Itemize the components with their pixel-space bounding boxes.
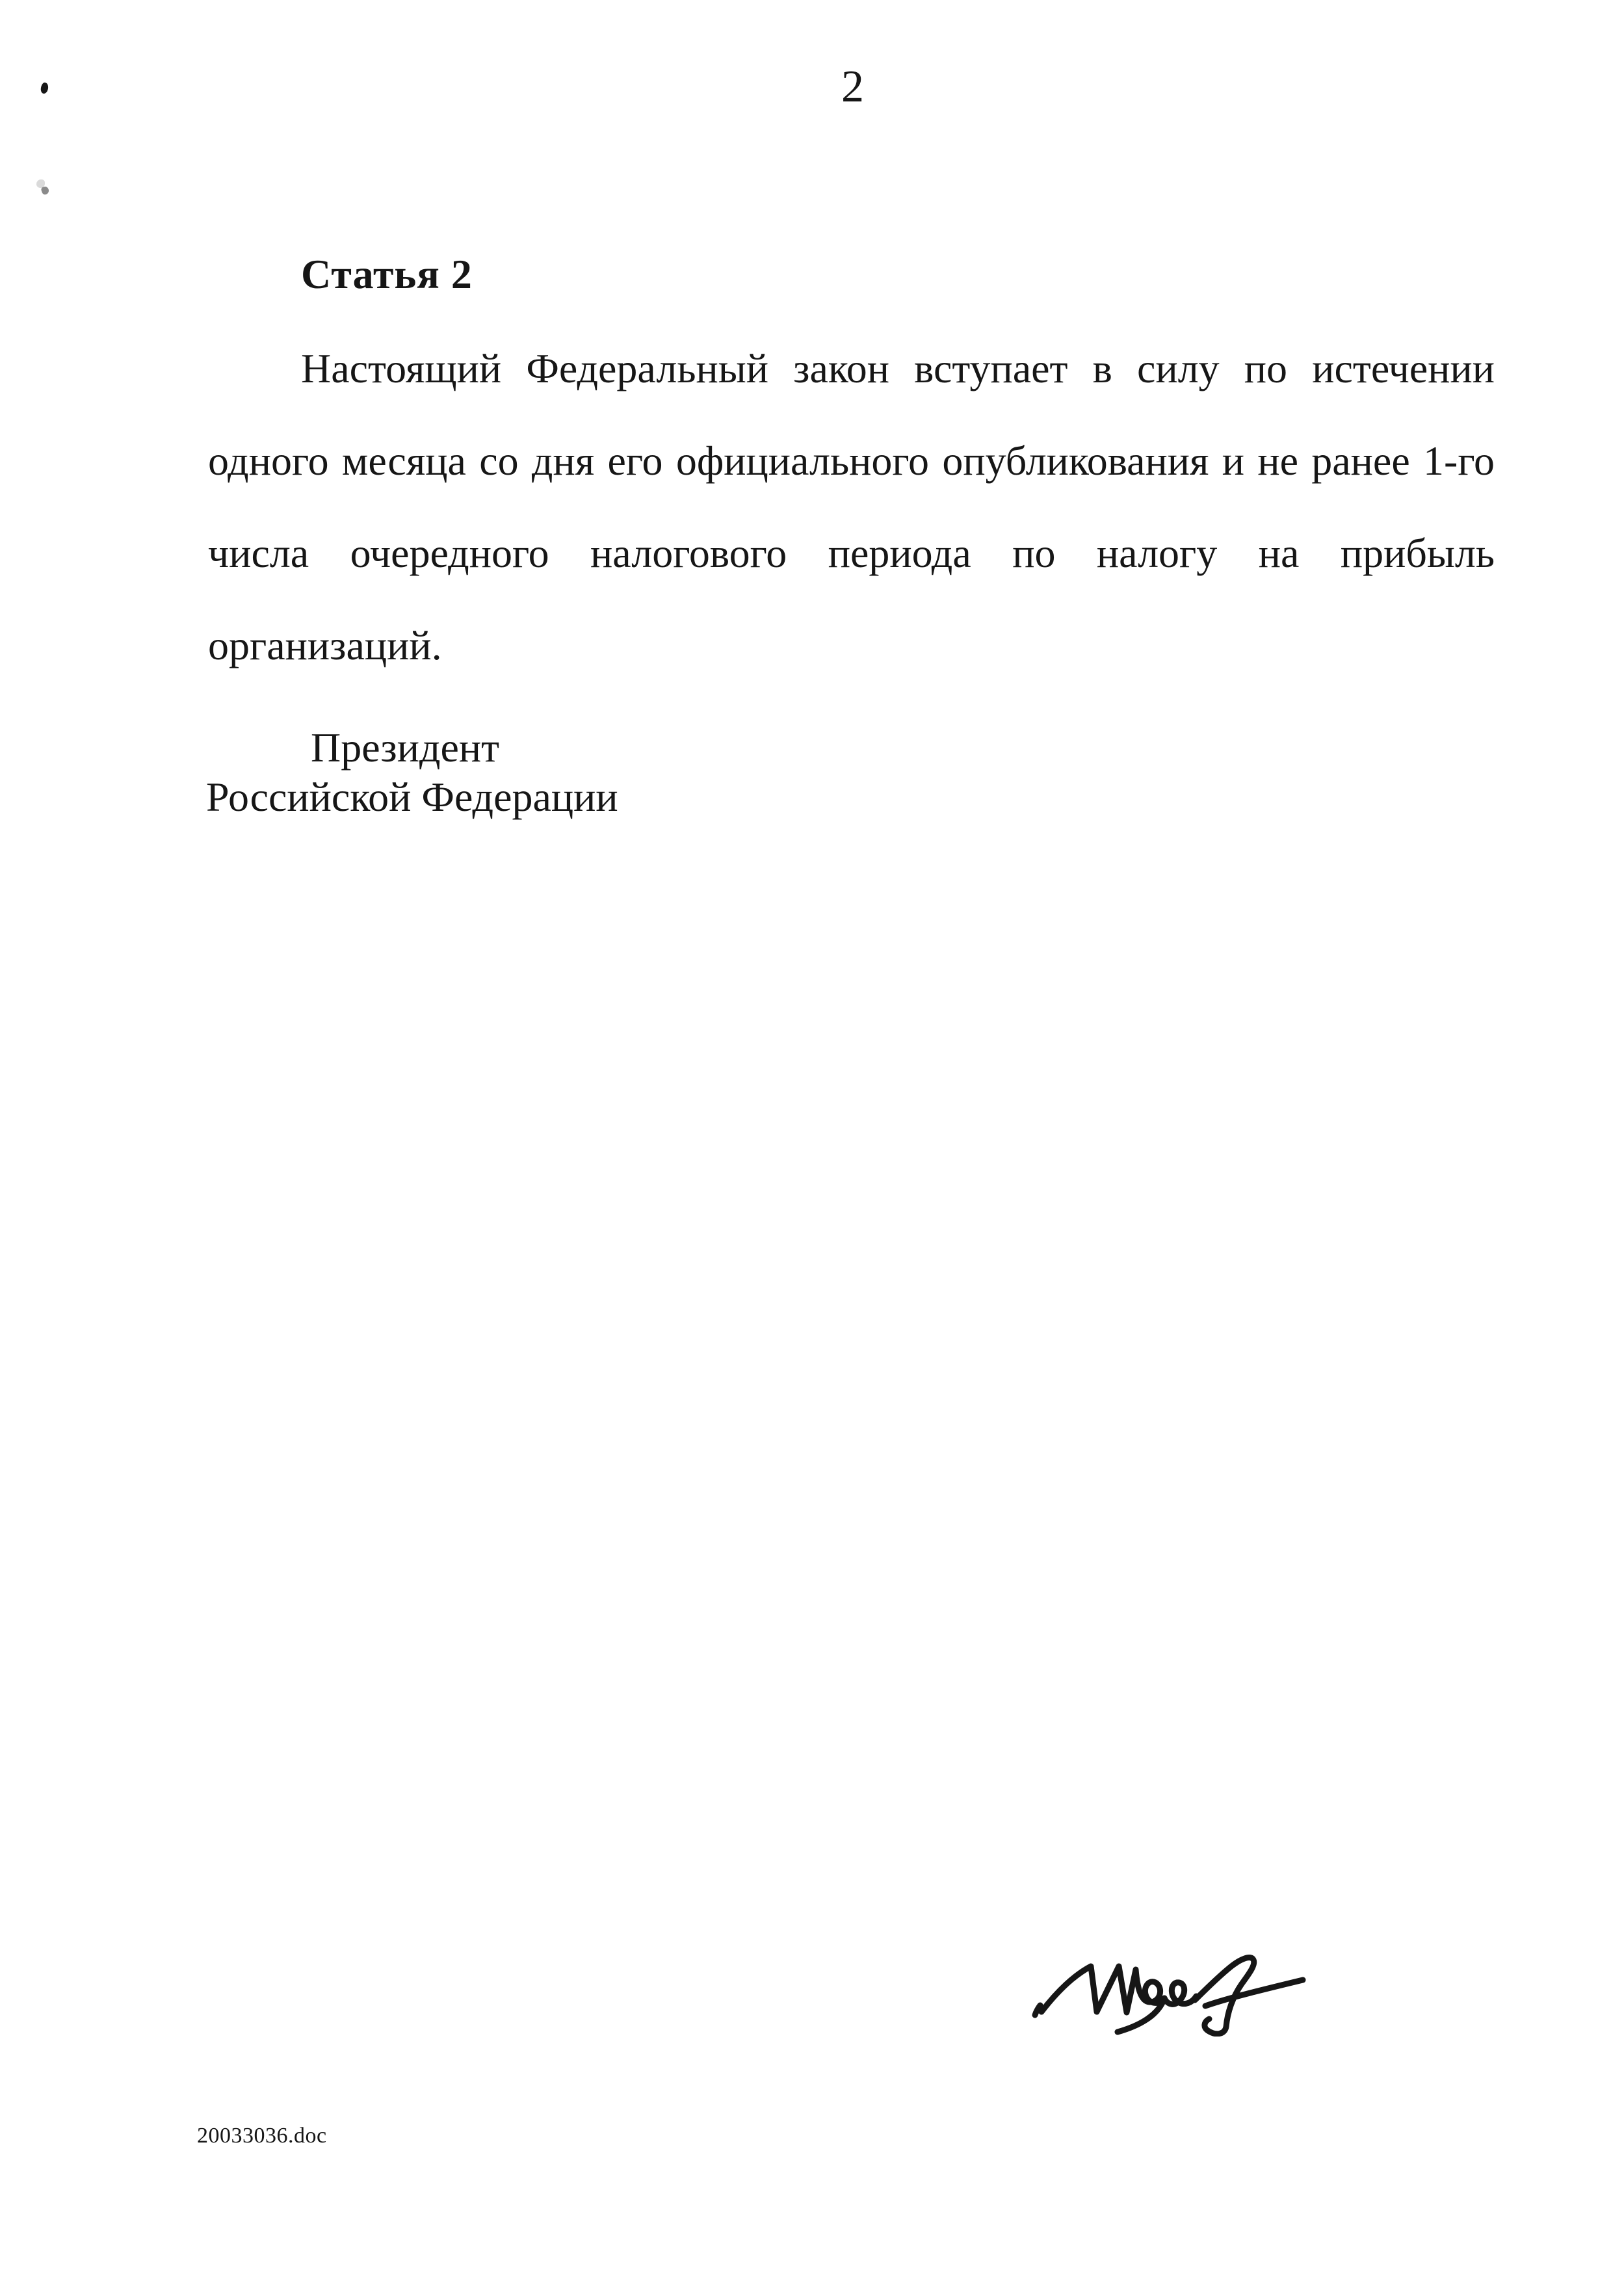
- signer-title-line: Президент: [311, 724, 500, 771]
- signer-block: [206, 723, 618, 822]
- page-number: 2: [841, 62, 864, 112]
- scan-artifact-speck: [40, 82, 49, 94]
- body-paragraph: [208, 323, 1495, 692]
- signer-title-line: Российской Федерации: [206, 774, 618, 820]
- paragraph-line: Настоящий Федеральный закон вступает в силу по истечении: [301, 345, 1495, 391]
- article-heading: Статья 2: [301, 251, 473, 297]
- scan-artifact-speck: [40, 185, 49, 195]
- signature-icon: [1031, 1952, 1307, 2037]
- footer-filename: 20033036.doc: [197, 2124, 327, 2148]
- paragraph-line: числа очередного налогового периода по налогу на прибыль организаций.: [208, 530, 1495, 668]
- paragraph-line: одного месяца со дня его официального опубликования и не ранее 1-го: [208, 438, 1495, 484]
